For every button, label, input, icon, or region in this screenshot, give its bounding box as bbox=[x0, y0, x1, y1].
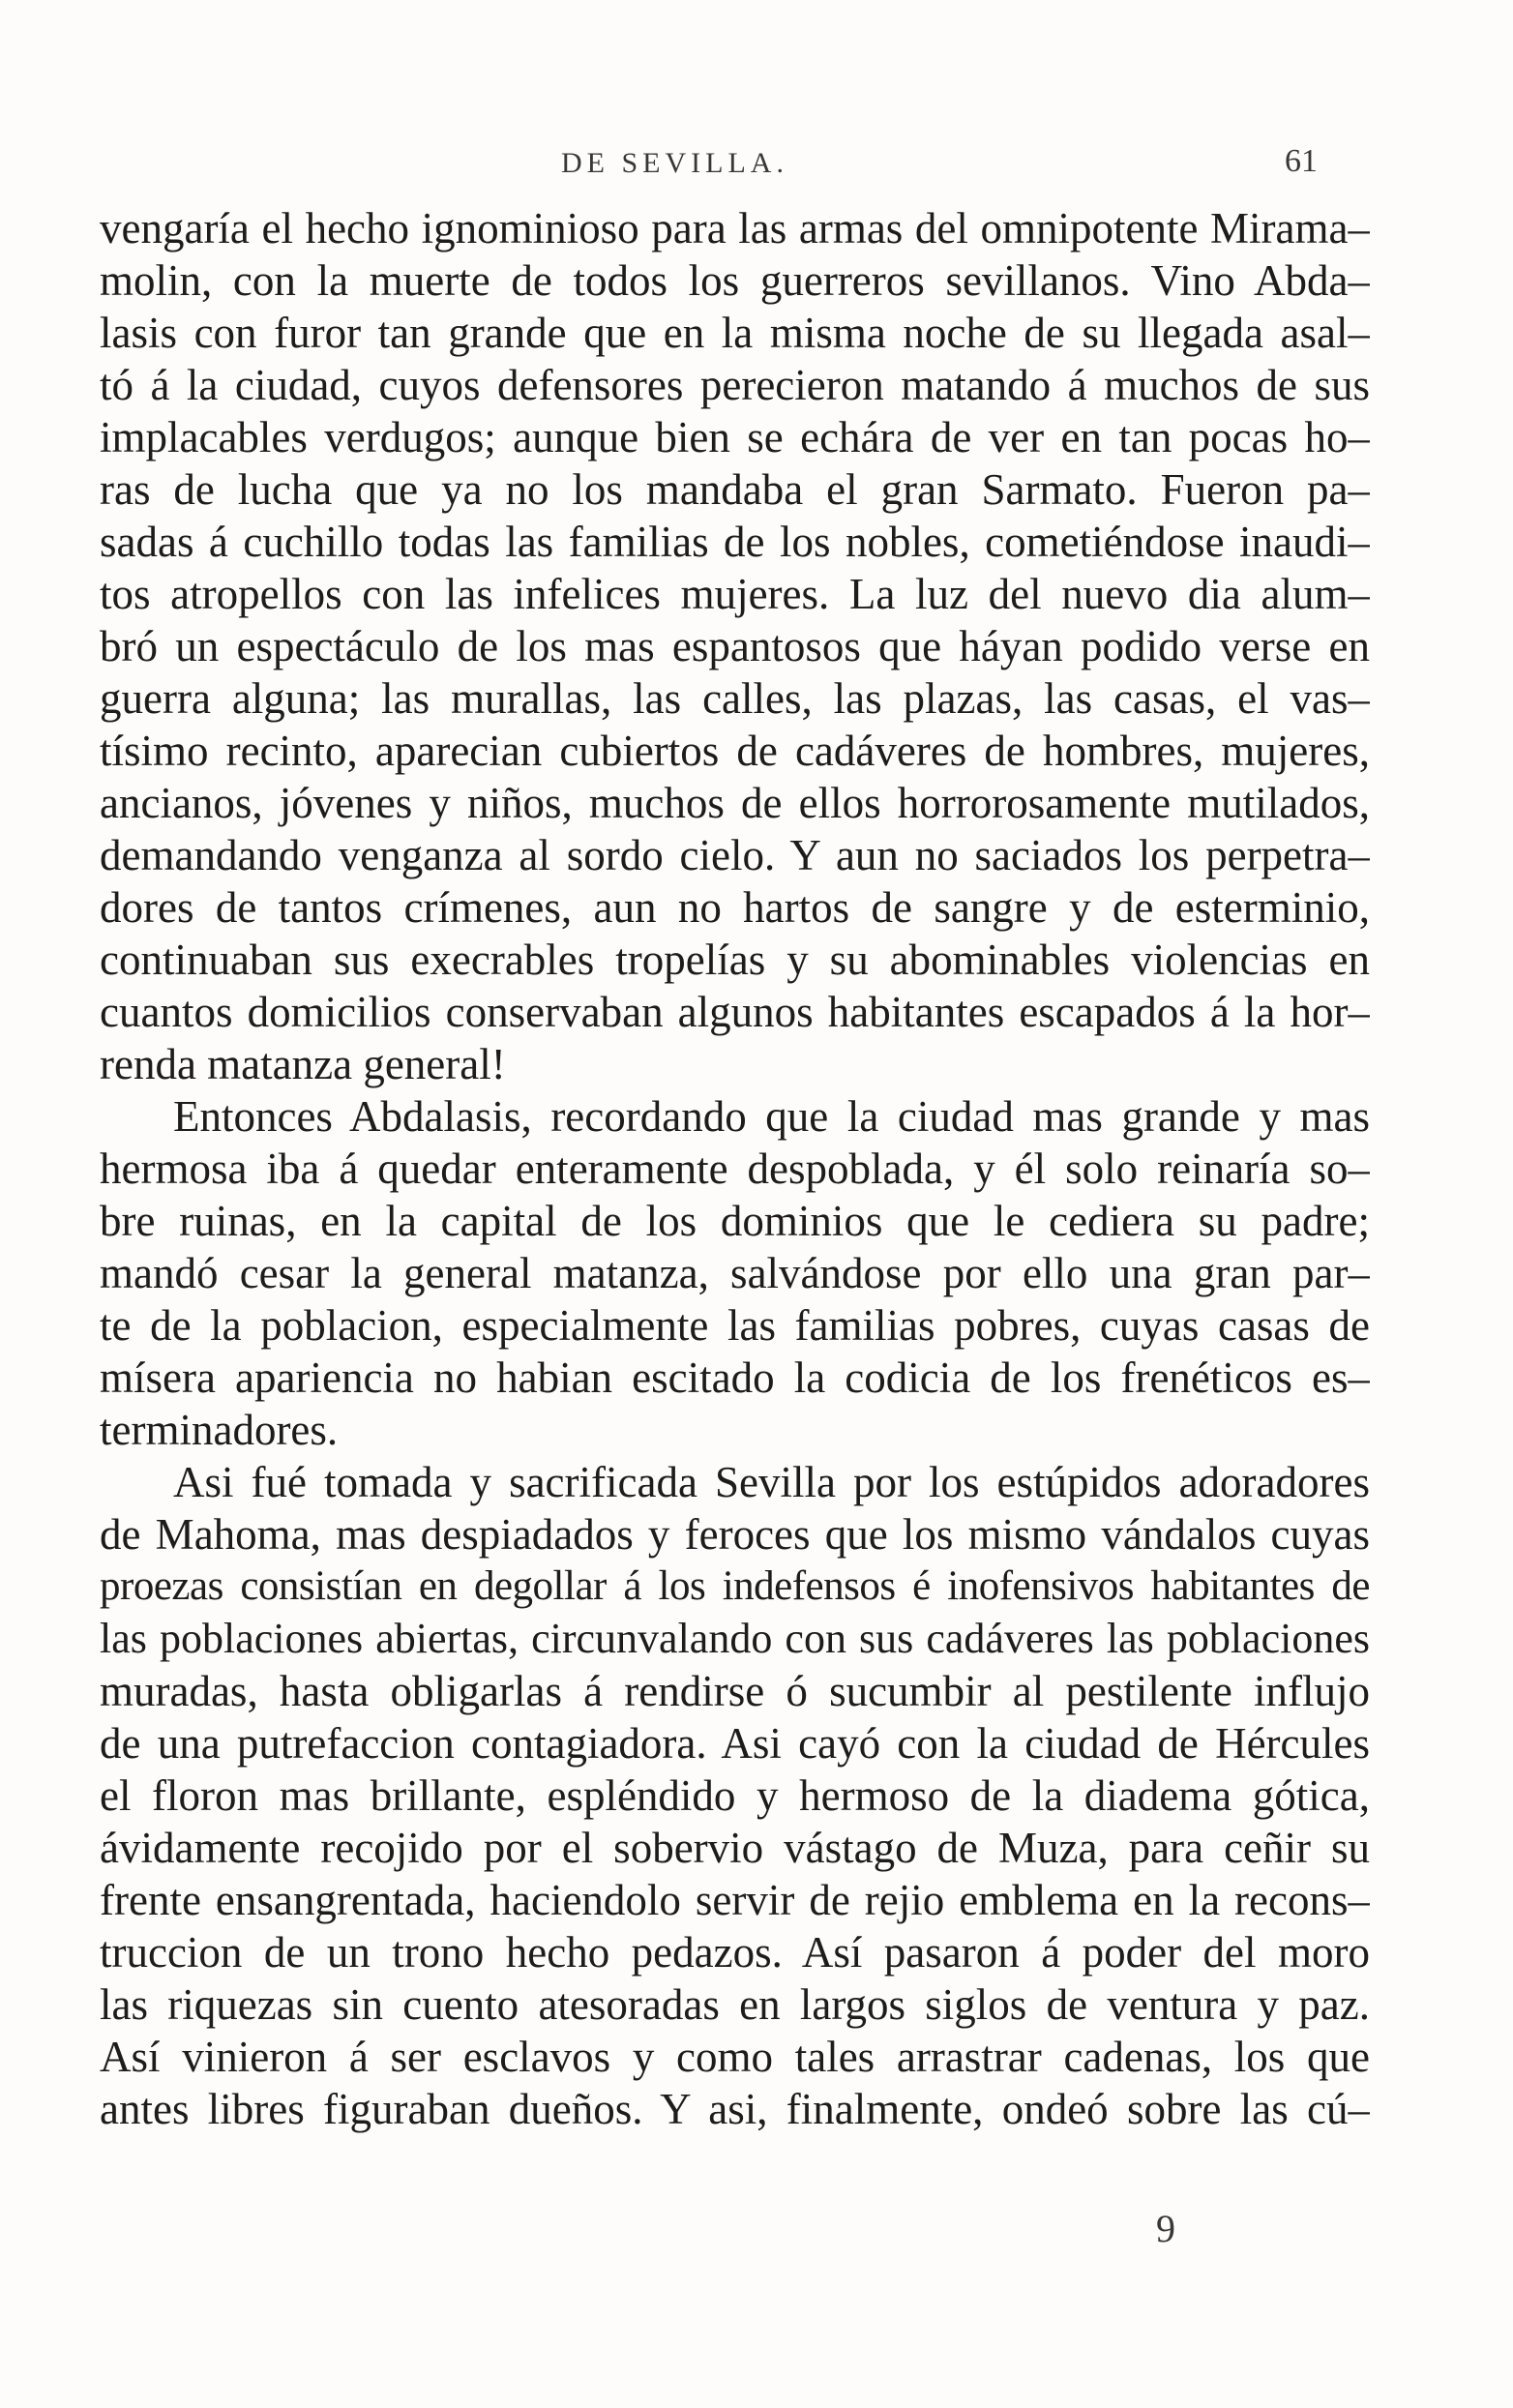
text-line: guerra alguna; las murallas, las calles, las plazas, las casas, el vas– bbox=[100, 674, 1370, 723]
text-line: proezas consistían en degollar á los indefensos é inofensivos habitantes de bbox=[100, 1563, 1370, 1609]
text-line: hermosa iba á quedar enteramente despoblada, y él solo reinaría so– bbox=[100, 1145, 1370, 1193]
text-line: Entonces Abdalasis, recordando que la ciudad mas grande y mas bbox=[173, 1092, 1370, 1141]
text-line: el floron mas brillante, espléndido y hermoso de la diadema gótica, bbox=[100, 1771, 1370, 1820]
text-line: renda matanza general! bbox=[100, 1040, 506, 1088]
text-line: molin, con la muerte de todos los guerreros sevillanos. Vino Abda– bbox=[100, 256, 1370, 305]
text-line: antes libres figuraban dueños. Y asi, finalmente, ondeó sobre las cú– bbox=[100, 2085, 1370, 2133]
text-line: mísera apariencia no habian escitado la codicia de los frenéticos es– bbox=[100, 1353, 1370, 1402]
text-line: truccion de un trono hecho pedazos. Así pasaron á poder del moro bbox=[100, 1928, 1370, 1977]
page-number: 61 bbox=[1285, 143, 1318, 179]
text-line: te de la poblacion, especialmente las familias pobres, cuyas casas de bbox=[100, 1301, 1370, 1350]
signature-mark: 9 bbox=[1156, 2207, 1175, 2250]
text-line: bró un espectáculo de los mas espantosos que háyan podido verse en bbox=[100, 622, 1370, 670]
text-line: ancianos, jóvenes y niños, muchos de ellos horrorosamente mutilados, bbox=[100, 779, 1370, 827]
text-line: vengaría el hecho ignominioso para las armas del omnipotente Mirama– bbox=[100, 204, 1370, 253]
text-line: implacables verdugos; aunque bien se echára de ver en tan pocas ho– bbox=[100, 413, 1370, 461]
text-line: tó á la ciudad, cuyos defensores perecieron matando á muchos de sus bbox=[100, 361, 1370, 409]
text-line: las poblaciones abiertas, circunvalando con sus cadáveres las poblaciones bbox=[100, 1615, 1370, 1662]
text-line: muradas, hasta obligarlas á rendirse ó sucumbir al pestilente influjo bbox=[100, 1667, 1370, 1715]
text-line: continuaban sus execrables tropelías y su abominables violencias en bbox=[100, 936, 1370, 984]
text-line: demandando venganza al sordo cielo. Y aun no saciados los perpetra– bbox=[100, 831, 1370, 879]
text-line: de Mahoma, mas despiadados y feroces que los mismo vándalos cuyas bbox=[100, 1510, 1370, 1559]
text-line: cuantos domicilios conservaban algunos habitantes escapados á la hor– bbox=[100, 988, 1370, 1036]
text-line: Asi fué tomada y sacrificada Sevilla por los estúpidos adoradores bbox=[173, 1458, 1370, 1506]
running-head: DE SEVILLA. bbox=[561, 147, 788, 179]
text-line: de una putrefaccion contagiadora. Asi cayó con la ciudad de Hércules bbox=[100, 1719, 1370, 1768]
text-line: mandó cesar la general matanza, salvándose por ello una gran par– bbox=[100, 1249, 1370, 1297]
text-line: bre ruinas, en la capital de los dominios que le cediera su padre; bbox=[100, 1197, 1370, 1245]
text-line: sadas á cuchillo todas las familias de los nobles, cometiéndose inaudi– bbox=[100, 518, 1370, 566]
text-line: ávidamente recojido por el sobervio vástago de Muza, para ceñir su bbox=[100, 1824, 1370, 1872]
text-line: frente ensangrentada, haciendolo servir de rejio emblema en la recons– bbox=[100, 1876, 1370, 1924]
text-line: dores de tantos crímenes, aun no hartos de sangre y de esterminio, bbox=[100, 883, 1370, 932]
text-line: Así vinieron á ser esclavos y como tales arrastrar cadenas, los que bbox=[100, 2033, 1370, 2081]
text-line: tos atropellos con las infelices mujeres. La luz del nuevo dia alum– bbox=[100, 570, 1370, 618]
text-line: lasis con furor tan grande que en la misma noche de su llegada asal– bbox=[100, 309, 1370, 357]
text-line: terminadores. bbox=[100, 1406, 339, 1454]
text-line: tísimo recinto, aparecian cubiertos de cadáveres de hombres, mujeres, bbox=[100, 727, 1370, 775]
text-line: ras de lucha que ya no los mandaba el gran Sarmato. Fueron pa– bbox=[100, 465, 1370, 514]
text-line: las riquezas sin cuento atesoradas en largos siglos de ventura y paz. bbox=[100, 1980, 1370, 2029]
